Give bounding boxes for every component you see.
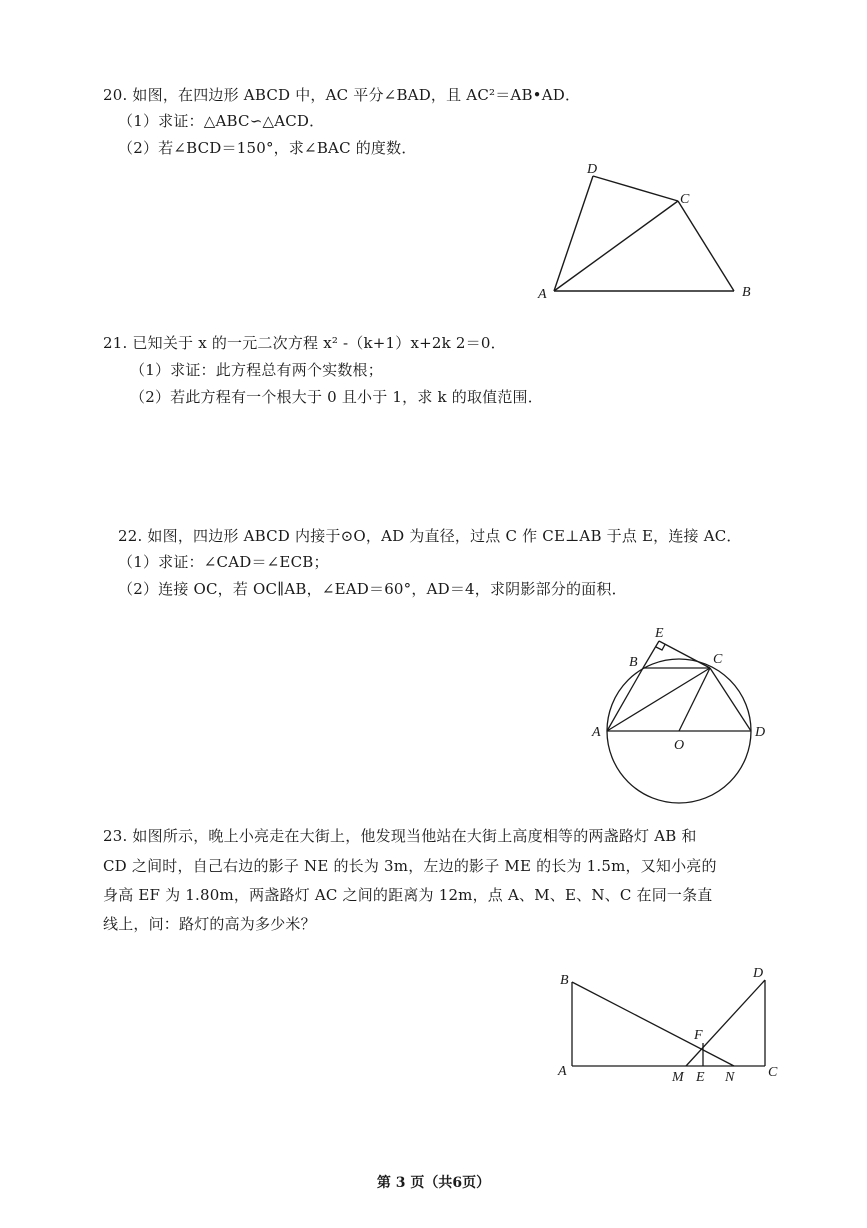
p22-ext-ae bbox=[643, 641, 659, 668]
p23-line3: 身高 EF 为 1.80m，两盏路灯 AC 之间的距离为 12m，点 A、M、E、N、C 在同一条直 bbox=[103, 886, 713, 904]
p22-label-a: A bbox=[592, 725, 601, 740]
p20-q2: （2）若∠BCD＝150°，求∠BAC 的度数． bbox=[118, 139, 417, 157]
p20-label-c: C bbox=[680, 192, 690, 207]
p23-ray-bn bbox=[572, 982, 734, 1066]
p23-ray-dm bbox=[686, 980, 765, 1066]
p20-seg-ac bbox=[554, 201, 678, 291]
p22-seg-ab bbox=[607, 668, 643, 731]
p22-label-d: D bbox=[755, 725, 766, 740]
p22-seg-cd bbox=[710, 668, 751, 731]
p23-line1: 23. 如图所示，晚上小亮走在大街上，他发现当他站在大街上高度相等的两盏路灯 AB 和 bbox=[103, 827, 697, 845]
p23-label-d: D bbox=[753, 966, 764, 981]
p22-q1: （1）求证：∠CAD＝∠ECB； bbox=[118, 553, 329, 571]
p20-figure bbox=[530, 155, 770, 305]
p23-label-c: C bbox=[768, 1065, 778, 1080]
p22-q2: （2）连接 OC，若 OC∥AB，∠EAD＝60°，AD＝4，求阴影部分的面积． bbox=[118, 580, 627, 598]
p22-right-angle-mark bbox=[656, 645, 665, 651]
p22-stem: 22. 如图，四边形 ABCD 内接于⊙O，AD 为直径，过点 C 作 CE⊥AB 于点 E，连接 AC． bbox=[118, 527, 742, 545]
p22-label-b: B bbox=[629, 655, 638, 670]
p20-seg-bc bbox=[678, 201, 734, 291]
p23-line4: 线上，问：路灯的高为多少米？ bbox=[103, 915, 316, 933]
p23-label-a: A bbox=[558, 1064, 567, 1079]
p20-seg-da bbox=[554, 176, 593, 291]
p23-label-n: N bbox=[725, 1070, 735, 1085]
p23-figure bbox=[548, 960, 788, 1095]
p20-label-b: B bbox=[742, 285, 751, 300]
p20-q1: （1）求证：△ABC∽△ACD． bbox=[118, 112, 325, 130]
p23-line2: CD 之间时，自己右边的影子 NE 的长为 3m，左边的影子 ME 的长为 1.5m，又知小亮的 bbox=[103, 857, 717, 875]
p21-q1: （1）求证：此方程总有两个实数根； bbox=[130, 361, 383, 379]
p22-label-c: C bbox=[713, 652, 723, 667]
p21-stem: 21. 已知关于 x 的一元二次方程 x² -（k+1）x+2k 2＝0． bbox=[103, 334, 506, 352]
p21-q2: （2）若此方程有一个根大于 0 且小于 1，求 k 的取值范围． bbox=[130, 388, 543, 406]
p20-seg-cd bbox=[593, 176, 678, 201]
p20-label-d: D bbox=[587, 162, 598, 177]
p20-label-a: A bbox=[538, 287, 547, 302]
p22-figure bbox=[585, 610, 780, 815]
p20-stem: 20. 如图，在四边形 ABCD 中，AC 平分∠BAD，且 AC²＝AB•AD． bbox=[103, 86, 581, 104]
p23-label-m: M bbox=[672, 1070, 684, 1085]
p23-label-b: B bbox=[560, 973, 569, 988]
p23-label-f: F bbox=[694, 1028, 703, 1043]
p22-label-o: O bbox=[674, 738, 685, 753]
p22-label-e: E bbox=[655, 626, 664, 641]
page-footer: 第 3 页（共6页） bbox=[376, 1175, 491, 1191]
p22-seg-ce bbox=[659, 641, 710, 668]
p23-label-e: E bbox=[696, 1070, 705, 1085]
